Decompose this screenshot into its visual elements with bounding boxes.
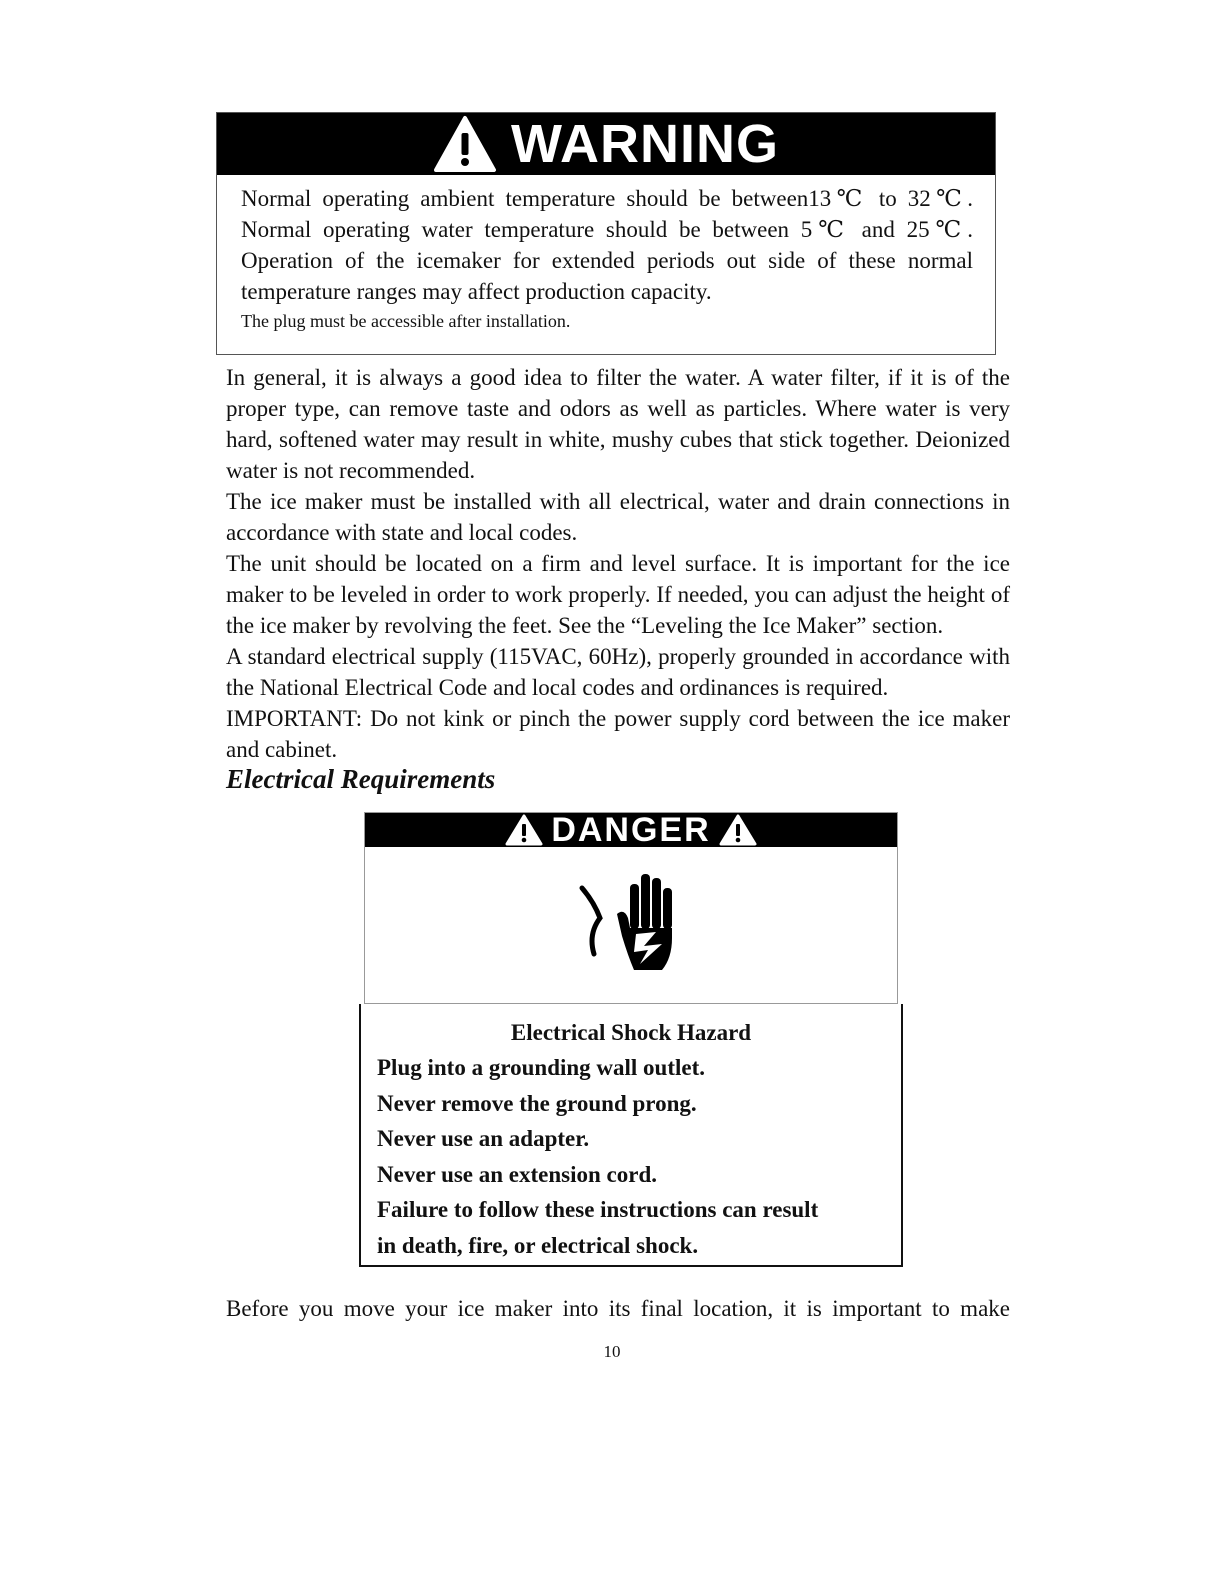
- main-text: [226, 362, 1010, 765]
- danger-triangle-icon-left: [505, 814, 543, 846]
- paragraph-important: IMPORTANT: Do not kink or pinch the power supply cord between the ice maker and cabinet.: [226, 706, 1010, 762]
- paragraph-electrical-supply: A standard electrical supply (115VAC, 60Hz), properly grounded in accordance with the National Electrical Code and local codes and ordinances is required.: [226, 644, 1010, 700]
- warning-body: [217, 175, 995, 335]
- paragraph-installation-codes: The ice maker must be installed with all electrical, water and drain connections in accordance with state and local codes.: [226, 489, 1010, 545]
- paragraph-water-filter: In general, it is always a good idea to filter the water. A water filter, if it is of the proper type, can remove taste and odors as well as particles. Where water is very hard, softened water may result in white, mushy cubes that stick together. Deionized water is not recommended.: [226, 365, 1010, 483]
- paragraph-level-surface: The unit should be located on a firm and level surface. It is important for the ice maker to be leveled in order to work properly. If needed, you can adjust the height of the ice maker by revolving the feet. See the “Leveling the Ice Maker” section.: [226, 551, 1010, 638]
- electrical-wire-icon: [578, 882, 608, 962]
- warning-box: [216, 112, 996, 355]
- danger-triangle-icon-right: [719, 814, 757, 846]
- danger-line: Never use an adapter.: [377, 1126, 590, 1151]
- warning-line: temperature ranges may affect production capacity.: [241, 279, 712, 304]
- plug-note: The plug must be accessible after installation.: [241, 311, 571, 331]
- danger-header: [365, 813, 897, 847]
- hazard-title: Electrical Shock Hazard: [510, 1020, 752, 1045]
- warning-line: Normal operating ambient temperature should be between13℃ to 32℃.: [241, 186, 973, 211]
- danger-box-header: [364, 812, 898, 1004]
- warning-header: [217, 113, 995, 175]
- warning-triangle-icon: [433, 115, 497, 173]
- warning-line: Normal operating water temperature should be between 5℃ and 25℃.: [241, 217, 973, 242]
- danger-line: Plug into a grounding wall outlet.: [377, 1055, 706, 1080]
- closing-text: Before you move your ice maker into its final location, it is important to make: [226, 1296, 1010, 1321]
- danger-box-body: [359, 1004, 903, 1267]
- danger-line: Never remove the ground prong.: [377, 1090, 697, 1116]
- shock-hand-icon: [614, 872, 684, 972]
- danger-line: Failure to follow these instructions can result: [377, 1197, 819, 1222]
- danger-title: DANGER: [551, 811, 711, 849]
- page-number: 10: [603, 1342, 621, 1361]
- warning-title: WARNING: [511, 114, 779, 174]
- warning-line: Operation of the icemaker for extended periods out side of these normal: [241, 248, 973, 273]
- danger-line: Never use an extension cord.: [377, 1161, 658, 1187]
- danger-icons: [365, 847, 897, 997]
- section-heading: Electrical Requirements: [226, 764, 496, 794]
- danger-line: in death, fire, or electrical shock.: [377, 1232, 699, 1258]
